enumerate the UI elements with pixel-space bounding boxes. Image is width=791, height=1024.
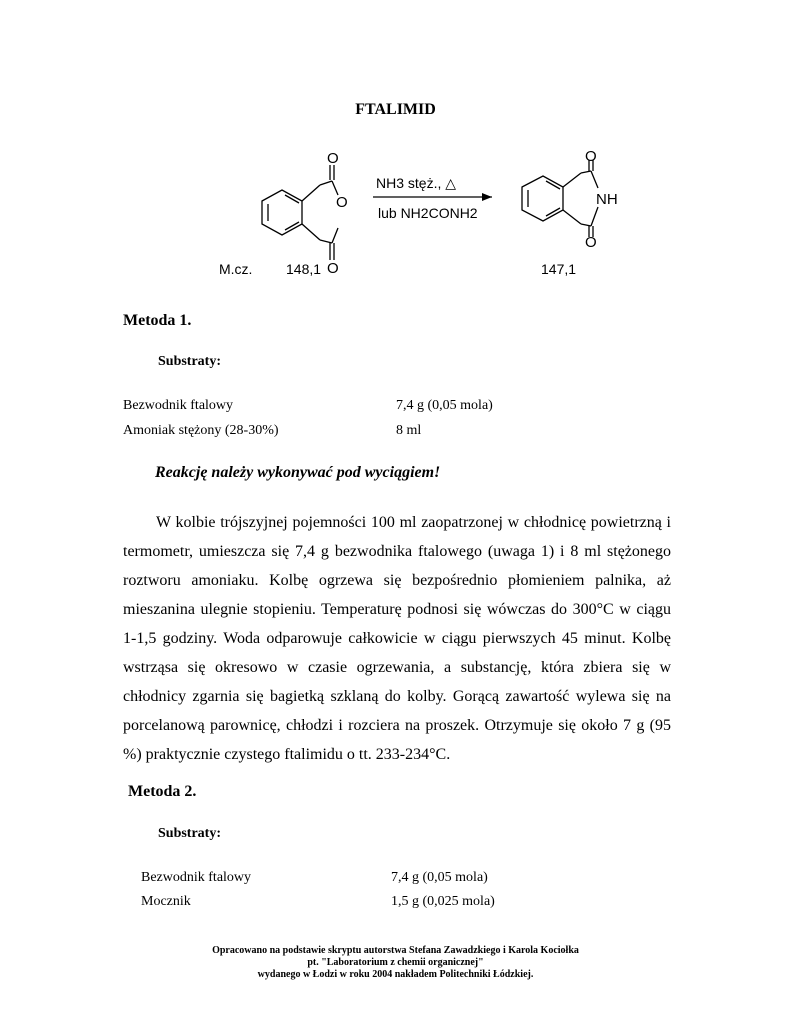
molar-mass-label: M.cz. [219,261,253,277]
safety-warning: Reakcję należy wykonywać pod wyciągiem! [155,464,441,481]
footer-credit [0,945,791,981]
footer-line-2: pt. "Laboratorium z chemii organicznej" [307,957,484,968]
method1-row1-name: Bezwodnik ftalowy [123,398,234,413]
reactant-o-bottom: O [327,260,339,277]
footer-line-3: wydanego w Łodzi w roku 2004 nakładem Politechniki Łódzkiej. [257,969,534,980]
method2-row2-amount: 1,5 g (0,025 mola) [391,894,495,909]
arrow-head [482,193,492,201]
reagent-bottom: lub NH2CONH2 [378,205,478,221]
method1-row2-amount: 8 ml [396,423,422,438]
method1-row1-amount: 7,4 g (0,05 mola) [396,398,493,413]
footer-line-1: Opracowano na podstawie skryptu autorstwa Stefana Zawadzkiego i Karola Kociołka [212,945,579,956]
product-o-bottom: O [585,234,597,251]
reaction-scheme [0,140,791,290]
method2-row1-amount: 7,4 g (0,05 mola) [391,870,488,885]
reactant-structure [262,165,338,260]
method2-heading: Metoda 2. [128,783,197,800]
molar-mass-product: 147,1 [541,261,577,277]
method1-heading: Metoda 1. [123,312,192,329]
reactant-o-ring: O [336,194,348,211]
page-title: FTALIMID [355,101,436,118]
method1-row2-name: Amoniak stężony (28-30%) [123,423,279,438]
product-nh: NH [596,191,618,208]
method2-substrates-label: Substraty: [158,826,222,841]
method2-row1-name: Bezwodnik ftalowy [141,870,252,885]
method1-substrates-label: Substraty: [158,354,222,369]
procedure-text [123,508,671,769]
product-o-top: O [585,148,597,165]
reagent-top: NH3 stęż., △ [376,175,457,191]
product-structure [522,160,598,237]
reactant-o-top: O [327,150,339,167]
method2-row2-name: Mocznik [141,894,191,909]
molar-mass-reactant: 148,1 [286,261,322,277]
procedure-paragraph: W kolbie trójszyjnej pojemności 100 ml zaopatrzonej w chłodnicę powietrzną i termometr, umieszcza się 7,4 g bezwodnika ftalowego (uwaga 1) i 8 ml stężonego roztworu amoniaku. Kolbę ogrzewa się bezpośrednio płomieniem palnika, aż mieszanina ulegnie stopieniu. Temperaturę podnosi się wówczas do 300°C w ciągu 1-1,5 godziny. Woda odparowuje całkowicie w ciągu pierwszych 45 minut. Kolbę wstrząsa się okresowo w czasie ogrzewania, a substancję, która zbiera się w chłodnicy zgarnia się bagietką szklaną do kolby. Gorącą zawartość wylewa się na porcelanową parownicę, chłodzi i rozciera na proszek. Otrzymuje się około 7 g (95 %) praktycznie czystego ftalimidu o tt. 233-234°C. [123,514,671,763]
